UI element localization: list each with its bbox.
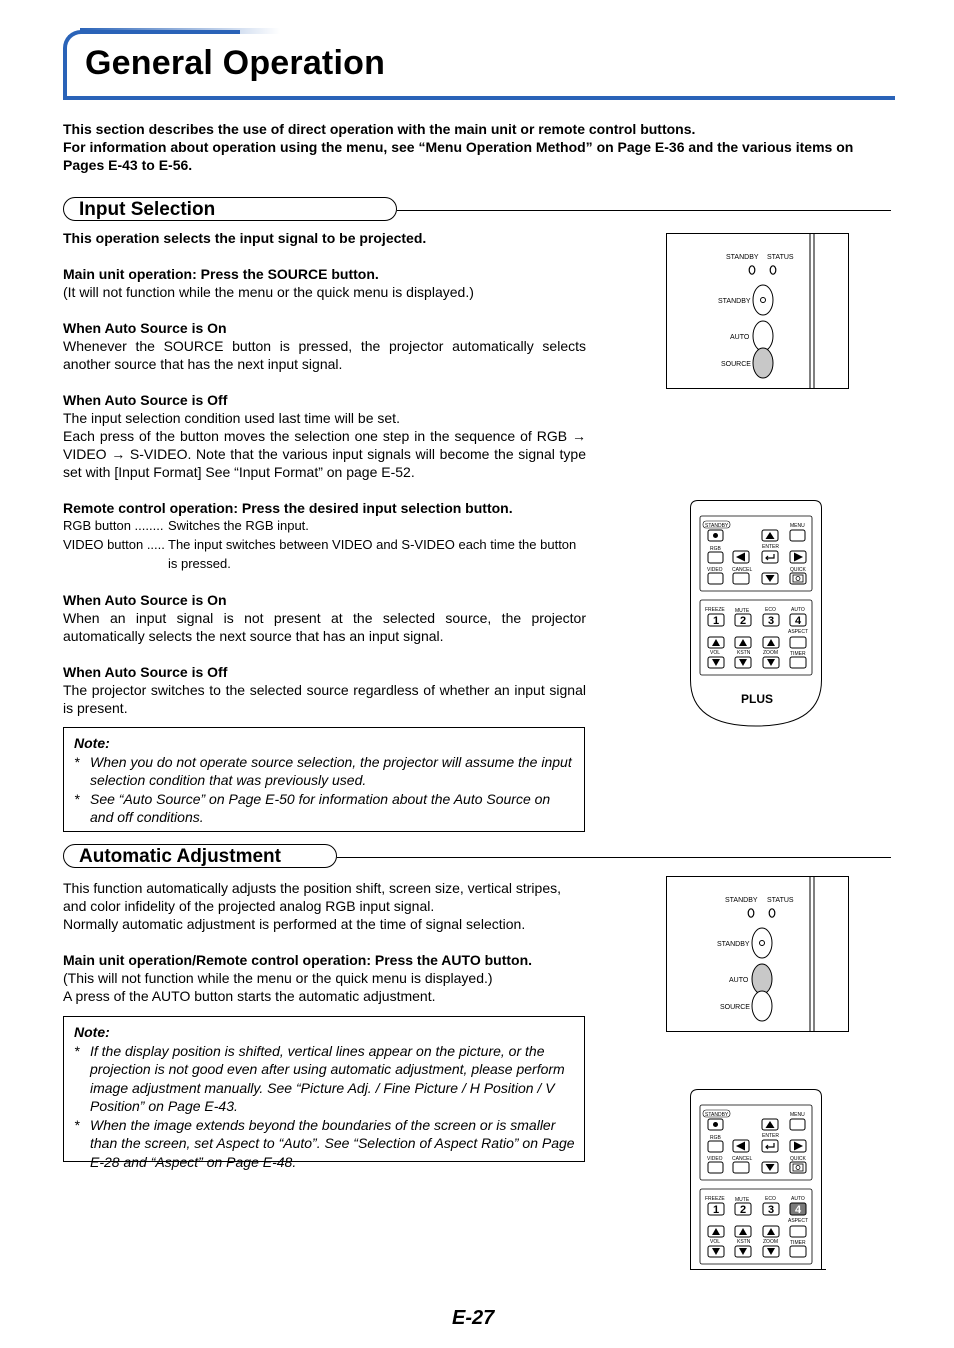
- auto-adjust-text-2: Normally automatic adjustment is performed at the time of signal selection.: [63, 916, 526, 932]
- timer-button[interactable]: [790, 657, 806, 668]
- zoom-label: ZOOM: [763, 1239, 778, 1245]
- standby-led-label: STANDBY: [726, 254, 759, 261]
- section-heading-automatic-adjustment: [63, 844, 337, 868]
- note-bullet: *: [74, 1042, 80, 1059]
- auto-button-label: AUTO: [729, 977, 749, 984]
- remote-auto-off-text: The projector switches to the selected source regardless of whether an input signal is present.: [63, 682, 586, 716]
- zoom-label: ZOOM: [763, 650, 778, 656]
- title-frame-gradient: [80, 28, 280, 34]
- standby-label: STANDBY: [705, 523, 729, 529]
- remote-op-heading: Remote control operation: Press the desired input selection button.: [63, 500, 513, 516]
- remote-auto-on-text: When an input signal is not present at the selected source, the projector automatically selects the next source that has an input signal.: [63, 610, 586, 644]
- enter-button[interactable]: [762, 1140, 778, 1152]
- timer-label: TIMER: [790, 1240, 806, 1246]
- cancel-button[interactable]: [733, 573, 749, 584]
- note-item: [74, 1042, 576, 1116]
- number-1: 1: [712, 615, 720, 627]
- note-text: When the image extends beyond the boundaries of the screen or is smaller than the screen, set Aspect to “Auto”. See “Selection of Aspect Ratio” on Page E-28 and “Aspect” on Page E-48.: [90, 1116, 575, 1170]
- main-op-note: (It will not function while the menu or the quick menu is displayed.): [63, 284, 474, 300]
- number-3: 3: [767, 1204, 775, 1216]
- number-1: 1: [712, 1204, 720, 1216]
- note-box-automatic-adjustment: [63, 1016, 585, 1170]
- main-op-heading: Main unit operation: Press the SOURCE button.: [63, 266, 379, 282]
- enter-button[interactable]: [762, 551, 778, 563]
- note-item: [74, 753, 576, 790]
- aspect-label: ASPECT: [788, 629, 809, 635]
- auto-off-text-1: The input selection condition used last time will be set.: [63, 410, 400, 426]
- auto-button[interactable]: [752, 964, 772, 994]
- page-number: E-27: [452, 1307, 495, 1329]
- auto-adjust-op-text: A press of the AUTO button starts the automatic adjustment.: [63, 988, 436, 1004]
- intro-line-1: This section describes the use of direct operation with the main unit or remote control buttons.: [63, 121, 696, 137]
- status-led-label: STATUS: [767, 897, 794, 904]
- rgb-button[interactable]: [708, 1141, 723, 1152]
- auto-button-label: AUTO: [730, 334, 750, 341]
- section-rule: [397, 210, 891, 211]
- auto-adjust-op-note: (This will not function while the menu or the quick menu is displayed.): [63, 970, 493, 986]
- note-text: When you do not operate source selection, the projector will assume the input selection condition that was previously used.: [90, 753, 572, 788]
- title-frame-mask: [240, 27, 900, 37]
- brand-logo: PLUS: [740, 692, 774, 706]
- remote-control-illustration-input: [690, 500, 826, 728]
- source-button-label: SOURCE: [720, 1004, 750, 1011]
- aspect-label: ASPECT: [788, 1218, 809, 1224]
- standby-button-label: STANDBY: [717, 941, 750, 948]
- auto-label: AUTO: [791, 1196, 805, 1202]
- enter-label: ENTER: [762, 544, 779, 550]
- cancel-label: CANCEL: [732, 1156, 753, 1162]
- auto-adjust-text-1: This function automatically adjusts the position shift, screen size, vertical stripes, and color infidelity of the projected analog RGB input signal.: [63, 880, 561, 914]
- number-4: 4: [794, 1204, 802, 1216]
- eco-label: ECO: [765, 1196, 776, 1202]
- note-item: [74, 790, 576, 827]
- note-bullet: *: [74, 1116, 80, 1133]
- standby-button[interactable]: [752, 928, 772, 958]
- number-2: 2: [739, 1204, 747, 1216]
- aspect-button[interactable]: [790, 1226, 806, 1237]
- aspect-button[interactable]: [790, 637, 806, 648]
- remote-auto-on-heading: When Auto Source is On: [63, 592, 227, 608]
- menu-button[interactable]: [790, 530, 805, 541]
- auto-label: AUTO: [791, 607, 805, 613]
- auto-on-heading: When Auto Source is On: [63, 320, 227, 336]
- note-box-input-selection: [63, 727, 585, 832]
- quick-label: QUICK: [790, 1156, 806, 1162]
- timer-label: TIMER: [790, 651, 806, 657]
- video-definition: [63, 535, 586, 573]
- remote-auto-off-heading: When Auto Source is Off: [63, 664, 228, 680]
- video-button[interactable]: [708, 1162, 723, 1173]
- note-text: See “Auto Source” on Page E-50 for information about the Auto Source on and off conditions.: [90, 790, 551, 825]
- mute-label: MUTE: [735, 608, 750, 614]
- auto-off-text-2: Each press of the button moves the selection one step in the sequence of RGB → VIDEO → S-VIDEO. Note that the various input signals will become the signal type set with [Input Format] See “Input Format” on page E-52.: [63, 428, 586, 480]
- status-led-label: STATUS: [767, 254, 794, 261]
- control-panel-illustration-source: [666, 233, 850, 391]
- video-key: VIDEO button .....: [63, 537, 165, 552]
- standby-label: STANDBY: [705, 1112, 729, 1118]
- video-value: The input switches between VIDEO and S-VIDEO each time the button is pressed.: [168, 537, 577, 571]
- rgb-label: RGB: [710, 546, 721, 552]
- power-icon: [713, 1122, 718, 1127]
- video-label: VIDEO: [707, 567, 723, 573]
- rgb-value: Switches the RGB input.: [168, 518, 309, 533]
- video-label: VIDEO: [707, 1156, 723, 1162]
- freeze-label: FREEZE: [705, 1196, 725, 1202]
- cancel-label: CANCEL: [732, 567, 753, 573]
- control-panel-illustration-auto: [666, 876, 850, 1034]
- power-icon: [713, 533, 718, 538]
- video-button[interactable]: [708, 573, 723, 584]
- auto-button[interactable]: [753, 321, 773, 351]
- note-title: Note:: [74, 1024, 110, 1040]
- intro-line-2: For information about operation using the menu, see “Menu Operation Method” on Page E-36 and the various items on Pages E-43 to E-56.: [63, 139, 854, 173]
- note-bullet: *: [74, 790, 80, 807]
- section-rule: [337, 857, 891, 858]
- rgb-definition: [63, 517, 586, 535]
- menu-label: MENU: [790, 523, 805, 529]
- menu-button[interactable]: [790, 1119, 805, 1130]
- remote-control-illustration-auto: [690, 1089, 826, 1270]
- source-button[interactable]: [752, 991, 772, 1021]
- source-button-label: SOURCE: [721, 361, 751, 368]
- kstn-label: KSTN: [737, 650, 751, 656]
- input-selection-body: [63, 229, 586, 717]
- section-heading-text: Input Selection: [79, 199, 216, 220]
- note-text: If the display position is shifted, vertical lines appear on the picture, or the projection is not good even after using automatic adjustment, please perform image adjustment manually. See “Picture Adj. / Fine Picture / H Position / V Position” on Page E-43.: [90, 1042, 565, 1114]
- rgb-label: RGB: [710, 1135, 721, 1141]
- page-title: General Operation: [85, 44, 386, 82]
- section-heading-input-selection: [63, 197, 397, 221]
- rgb-button[interactable]: [708, 552, 723, 563]
- auto-adjust-op-heading: Main unit operation/Remote control operation: Press the AUTO button.: [63, 952, 533, 968]
- number-2: 2: [739, 615, 747, 627]
- timer-button[interactable]: [790, 1246, 806, 1257]
- enter-label: ENTER: [762, 1133, 779, 1139]
- automatic-adjustment-body: [63, 879, 586, 1005]
- mute-label: MUTE: [735, 1197, 750, 1203]
- standby-button[interactable]: [753, 285, 773, 315]
- source-button[interactable]: [753, 348, 773, 378]
- cancel-button[interactable]: [733, 1162, 749, 1173]
- note-title: Note:: [74, 735, 110, 751]
- vol-label: VOL: [710, 1239, 721, 1245]
- lead-text: This operation selects the input signal to be projected.: [63, 230, 427, 246]
- rgb-key: RGB button ........: [63, 518, 164, 533]
- quick-label: QUICK: [790, 567, 806, 573]
- kstn-label: KSTN: [737, 1239, 751, 1245]
- number-4: 4: [794, 615, 802, 627]
- standby-led-label: STANDBY: [725, 897, 758, 904]
- number-3: 3: [767, 615, 775, 627]
- intro-text: [63, 120, 893, 174]
- standby-button-label: STANDBY: [718, 298, 751, 305]
- auto-off-heading: When Auto Source is Off: [63, 392, 228, 408]
- note-item: [74, 1116, 576, 1172]
- section-heading-text: Automatic Adjustment: [79, 846, 281, 867]
- freeze-label: FREEZE: [705, 607, 725, 613]
- vol-label: VOL: [710, 650, 721, 656]
- eco-label: ECO: [765, 607, 776, 613]
- note-bullet: *: [74, 753, 80, 770]
- menu-label: MENU: [790, 1112, 805, 1118]
- auto-on-text: Whenever the SOURCE button is pressed, the projector automatically selects another source that has the next input signal.: [63, 338, 586, 372]
